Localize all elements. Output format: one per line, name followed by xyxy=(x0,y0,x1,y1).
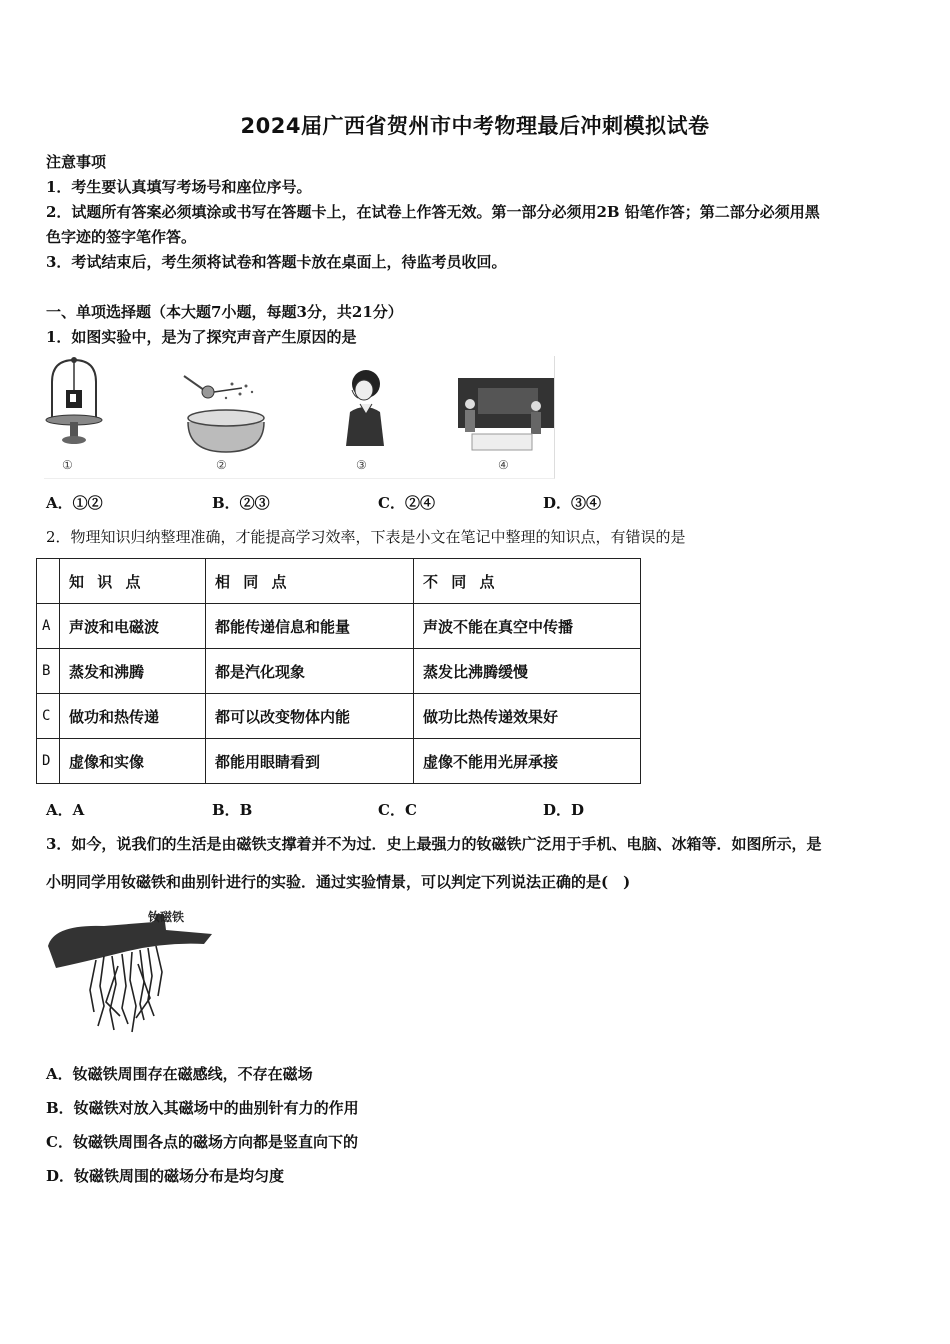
notice-item-2-cont: 色字迹的签字笔作答。 xyxy=(46,228,197,246)
q1-option-b: B．②③ xyxy=(212,494,270,512)
table-header-cell xyxy=(37,559,60,604)
q3-stem-line2: 小明同学用钕磁铁和曲别针进行的实验．通过实验情景，可以判定下列说法正确的是( ) xyxy=(46,873,631,891)
q1-figure-label-2: ② xyxy=(216,458,227,472)
table-cell: 做功比热传递效果好 xyxy=(414,694,641,739)
q1-option-c: C．②④ xyxy=(378,494,435,512)
bell-jar-illustration xyxy=(44,356,104,461)
table-header-cell: 不 同 点 xyxy=(414,559,641,604)
table-cell: 都能传递信息和能量 xyxy=(206,604,414,649)
q3-option-c: C．钕磁铁周围各点的磁场方向都是竖直向下的 xyxy=(46,1133,358,1151)
notice-item-2: 2．试题所有答案必须填涂或书写在答题卡上，在试卷上作答无效。第一部分必须用2B 铅笔作答；第二部分必须用黑 xyxy=(46,203,820,221)
table-cell: 都能用眼睛看到 xyxy=(206,739,414,784)
table-cell: C xyxy=(37,694,60,739)
q3-stem-line1: 3．如今，说我们的生活是由磁铁支撑着并不为过．史上最强力的钕磁铁广泛用于手机、电脑、冰箱等．如图所示，是 xyxy=(46,835,822,853)
page-title: 2024届广西省贺州市中考物理最后冲刺模拟试卷 xyxy=(240,114,710,138)
table-cell: 蒸发和沸腾 xyxy=(60,649,206,694)
notice-item-1: 1．考生要认真填写考场号和座位序号。 xyxy=(46,178,312,196)
q3-option-d: D．钕磁铁周围的磁场分布是均匀度 xyxy=(46,1167,285,1185)
table-row xyxy=(37,739,641,784)
table-row xyxy=(37,694,641,739)
table-cell: 都可以改变物体内能 xyxy=(206,694,414,739)
q1-figure-label-1: ① xyxy=(62,458,73,472)
q1-figure-label-4: ④ xyxy=(498,458,509,472)
magnet-paperclips-illustration xyxy=(44,906,214,1046)
q3-option-b: B．钕磁铁对放入其磁场中的曲别针有力的作用 xyxy=(46,1099,359,1117)
magnet-figure-label: 钕磁铁 xyxy=(148,910,185,924)
table-cell: 虚像不能用光屏承接 xyxy=(414,739,641,784)
table-cell: 声波和电磁波 xyxy=(60,604,206,649)
table-header-row xyxy=(37,559,641,604)
q1-figure-strip xyxy=(44,356,555,479)
q2-option-c: C．C xyxy=(378,801,417,819)
q2-option-d: D．D xyxy=(543,801,585,819)
q2-option-a: A．A xyxy=(46,801,85,819)
q1-figure-label-3: ③ xyxy=(356,458,367,472)
table-cell: 做功和热传递 xyxy=(60,694,206,739)
table-cell: D xyxy=(37,739,60,784)
knowledge-table xyxy=(36,558,641,784)
table-row xyxy=(37,649,641,694)
table-header-cell: 知 识 点 xyxy=(60,559,206,604)
classroom-illustration xyxy=(458,378,554,452)
table-cell: 虚像和实像 xyxy=(60,739,206,784)
table-header-cell: 相 同 点 xyxy=(206,559,414,604)
drum-illustration xyxy=(182,374,272,454)
q1-stem: 1．如图实验中，是为了探究声音产生原因的是 xyxy=(46,328,357,346)
q2-option-b: B．B xyxy=(212,801,253,819)
notice-item-3: 3．考试结束后，考生须将试卷和答题卡放在桌面上，待监考员收回。 xyxy=(46,253,507,271)
table-cell: 蒸发比沸腾缓慢 xyxy=(414,649,641,694)
q2-stem: 2．物理知识归纳整理准确，才能提高学习效率，下表是小文在笔记中整理的知识点，有错误的是 xyxy=(46,528,686,546)
person-illustration xyxy=(340,368,390,448)
table-cell: 声波不能在真空中传播 xyxy=(414,604,641,649)
q3-option-a: A．钕磁铁周围存在磁感线，不存在磁场 xyxy=(46,1065,313,1083)
section-heading: 一、单项选择题（本大题7小题，每题3分，共21分） xyxy=(46,303,403,321)
q1-option-a: A．①② xyxy=(46,494,103,512)
table-cell: 都是汽化现象 xyxy=(206,649,414,694)
magnet-figure xyxy=(44,906,214,1046)
notice-heading: 注意事项 xyxy=(46,153,107,171)
table-cell: B xyxy=(37,649,60,694)
q1-option-d: D．③④ xyxy=(543,494,602,512)
table-row xyxy=(37,604,641,649)
table-cell: A xyxy=(37,604,60,649)
